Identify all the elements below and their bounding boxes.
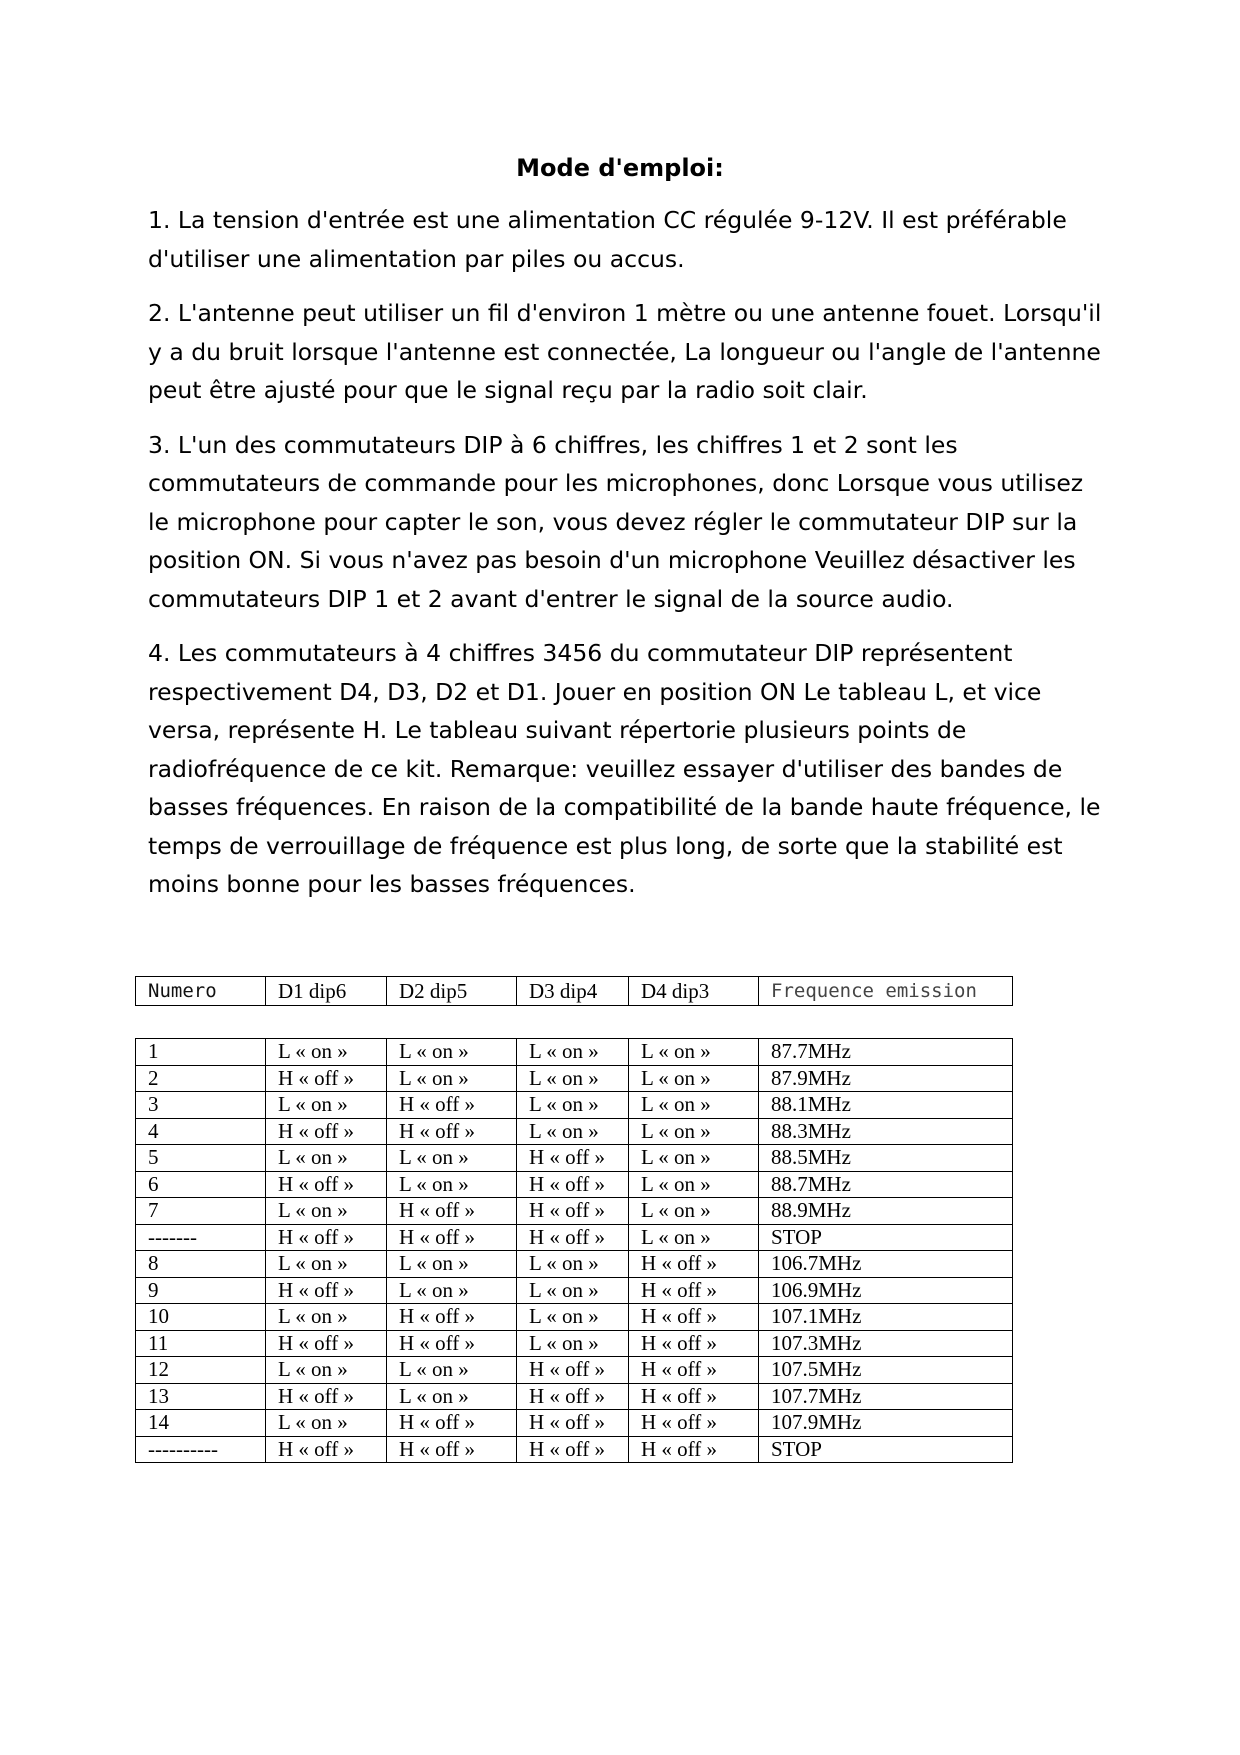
header-cell-d3: D3 dip4 [517,977,629,1006]
cell-numero: 7 [136,1198,266,1225]
cell-d4: L « on » [629,1065,759,1092]
cell-frequence: STOP [759,1436,1013,1463]
cell-d3: H « off » [517,1410,629,1437]
cell-d2: H « off » [387,1224,517,1251]
cell-d4: L « on » [629,1171,759,1198]
table-row [136,1357,1013,1384]
cell-d1: H « off » [266,1383,387,1410]
cell-d1: H « off » [266,1436,387,1463]
frequency-table-header [135,976,1013,1006]
cell-d2: L « on » [387,1277,517,1304]
cell-d4: L « on » [629,1039,759,1066]
cell-d3: L « on » [517,1330,629,1357]
cell-d4: H « off » [629,1357,759,1384]
cell-numero: 10 [136,1304,266,1331]
frequency-table-body [136,1039,1013,1463]
header-cell-d4: D4 dip3 [629,977,759,1006]
cell-frequence: 107.9MHz [759,1410,1013,1437]
instruction-paragraph-4: 4. Les commutateurs à 4 chiffres 3456 du commutateur DIP représentent respectivement D4, D3, D2 et D1. Jouer en position ON Le tableau L, et vice versa, représente H. Le tableau suivant répertorie plusieurs points de radiofréquence de ce kit. Remarque: veuillez essayer d'utiliser des bandes de basses fréquences. En raison de la compatibilité de la bande haute fréquence, le temps de verrouillage de fréquence est plus long, de sorte que la stabilité est moins bonne pour les basses fréquences. [148,639,1101,898]
cell-d2: L « on » [387,1145,517,1172]
cell-d2: L « on » [387,1171,517,1198]
cell-d3: L « on » [517,1118,629,1145]
cell-d1: L « on » [266,1145,387,1172]
table-row [136,1118,1013,1145]
cell-d1: H « off » [266,1224,387,1251]
instruction-paragraph-3: 3. L'un des commutateurs DIP à 6 chiffres, les chiffres 1 et 2 sont les commutateurs de commande pour les microphones, donc Lorsque vous utilisez le microphone pour capter le son, vous devez régler le commutateur DIP sur la position ON. Si vous n'avez pas besoin d'un microphone Veuillez désactiver les commutateurs DIP 1 et 2 avant d'entrer le signal de la source audio. [148,430,1084,613]
cell-d4: H « off » [629,1330,759,1357]
cell-d4: L « on » [629,1092,759,1119]
table-row [136,1145,1013,1172]
cell-d1: L « on » [266,1251,387,1278]
instructions-body [148,201,1108,920]
cell-numero: 1 [136,1039,266,1066]
cell-d3: L « on » [517,1065,629,1092]
cell-d2: H « off » [387,1198,517,1225]
cell-d2: H « off » [387,1436,517,1463]
cell-d1: H « off » [266,1171,387,1198]
header-cell-numero: Numero [136,977,266,1006]
cell-frequence: 107.7MHz [759,1383,1013,1410]
cell-d4: H « off » [629,1436,759,1463]
page-title: Mode d'emploi: [516,154,724,182]
table-row [136,1251,1013,1278]
cell-frequence: 106.9MHz [759,1277,1013,1304]
header-cell-d2: D2 dip5 [387,977,517,1006]
cell-d4: H « off » [629,1277,759,1304]
cell-d4: L « on » [629,1145,759,1172]
cell-frequence: STOP [759,1224,1013,1251]
cell-d3: H « off » [517,1171,629,1198]
cell-numero: 4 [136,1118,266,1145]
cell-numero: ---------- [136,1436,266,1463]
cell-d2: H « off » [387,1410,517,1437]
cell-numero: ------- [136,1224,266,1251]
table-row [136,1092,1013,1119]
cell-d4: L « on » [629,1224,759,1251]
cell-frequence: 88.5MHz [759,1145,1013,1172]
cell-d2: H « off » [387,1304,517,1331]
cell-frequence: 107.1MHz [759,1304,1013,1331]
cell-numero: 13 [136,1383,266,1410]
cell-numero: 3 [136,1092,266,1119]
cell-d2: H « off » [387,1118,517,1145]
cell-numero: 11 [136,1330,266,1357]
cell-d2: L « on » [387,1251,517,1278]
table-row [136,1171,1013,1198]
cell-d1: H « off » [266,1277,387,1304]
header-cell-d1: D1 dip6 [266,977,387,1006]
table-row [136,1383,1013,1410]
cell-d2: H « off » [387,1092,517,1119]
table-row [136,1436,1013,1463]
cell-d4: L « on » [629,1198,759,1225]
cell-d3: L « on » [517,1092,629,1119]
cell-d3: H « off » [517,1145,629,1172]
cell-d1: L « on » [266,1410,387,1437]
cell-frequence: 106.7MHz [759,1251,1013,1278]
cell-numero: 6 [136,1171,266,1198]
cell-frequence: 107.3MHz [759,1330,1013,1357]
cell-d1: H « off » [266,1330,387,1357]
header-cell-frequence: Frequence emission [759,977,1013,1006]
table-row [136,1304,1013,1331]
cell-d3: H « off » [517,1436,629,1463]
cell-numero: 9 [136,1277,266,1304]
table-row [136,1224,1013,1251]
cell-numero: 2 [136,1065,266,1092]
table-row [136,1039,1013,1066]
cell-d1: L « on » [266,1357,387,1384]
cell-numero: 12 [136,1357,266,1384]
cell-frequence: 107.5MHz [759,1357,1013,1384]
cell-d3: H « off » [517,1198,629,1225]
cell-d2: L « on » [387,1383,517,1410]
cell-d2: H « off » [387,1330,517,1357]
cell-numero: 14 [136,1410,266,1437]
cell-d1: L « on » [266,1039,387,1066]
frequency-table [135,1038,1013,1463]
cell-frequence: 88.1MHz [759,1092,1013,1119]
cell-d4: L « on » [629,1118,759,1145]
cell-d3: H « off » [517,1224,629,1251]
cell-d1: L « on » [266,1198,387,1225]
cell-d3: H « off » [517,1357,629,1384]
instruction-paragraph-1: 1. La tension d'entrée est une alimentation CC régulée 9-12V. Il est préférable d'utiliser une alimentation par piles ou accus. [148,206,1067,273]
cell-d4: H « off » [629,1383,759,1410]
table-row [136,1330,1013,1357]
table-row [136,1198,1013,1225]
cell-frequence: 88.7MHz [759,1171,1013,1198]
cell-d4: H « off » [629,1251,759,1278]
cell-d3: H « off » [517,1383,629,1410]
cell-d1: H « off » [266,1065,387,1092]
cell-frequence: 88.3MHz [759,1118,1013,1145]
cell-d4: H « off » [629,1304,759,1331]
cell-d1: H « off » [266,1118,387,1145]
table-row [136,1410,1013,1437]
instruction-paragraph-2: 2. L'antenne peut utiliser un fil d'environ 1 mètre ou une antenne fouet. Lorsqu'il y a du bruit lorsque l'antenne est connectée, La longueur ou l'angle de l'antenne peut être ajusté pour que le signal reçu par la radio soit clair. [148,299,1102,404]
cell-d1: L « on » [266,1092,387,1119]
cell-d3: L « on » [517,1251,629,1278]
cell-d3: L « on » [517,1277,629,1304]
cell-d2: L « on » [387,1065,517,1092]
cell-d4: H « off » [629,1410,759,1437]
cell-d2: L « on » [387,1039,517,1066]
cell-d1: L « on » [266,1304,387,1331]
cell-d3: L « on » [517,1304,629,1331]
cell-numero: 8 [136,1251,266,1278]
cell-numero: 5 [136,1145,266,1172]
cell-d2: L « on » [387,1357,517,1384]
cell-d3: L « on » [517,1039,629,1066]
cell-frequence: 87.7MHz [759,1039,1013,1066]
cell-frequence: 88.9MHz [759,1198,1013,1225]
cell-frequence: 87.9MHz [759,1065,1013,1092]
table-row [136,1065,1013,1092]
table-row [136,1277,1013,1304]
header-row [136,977,1013,1006]
